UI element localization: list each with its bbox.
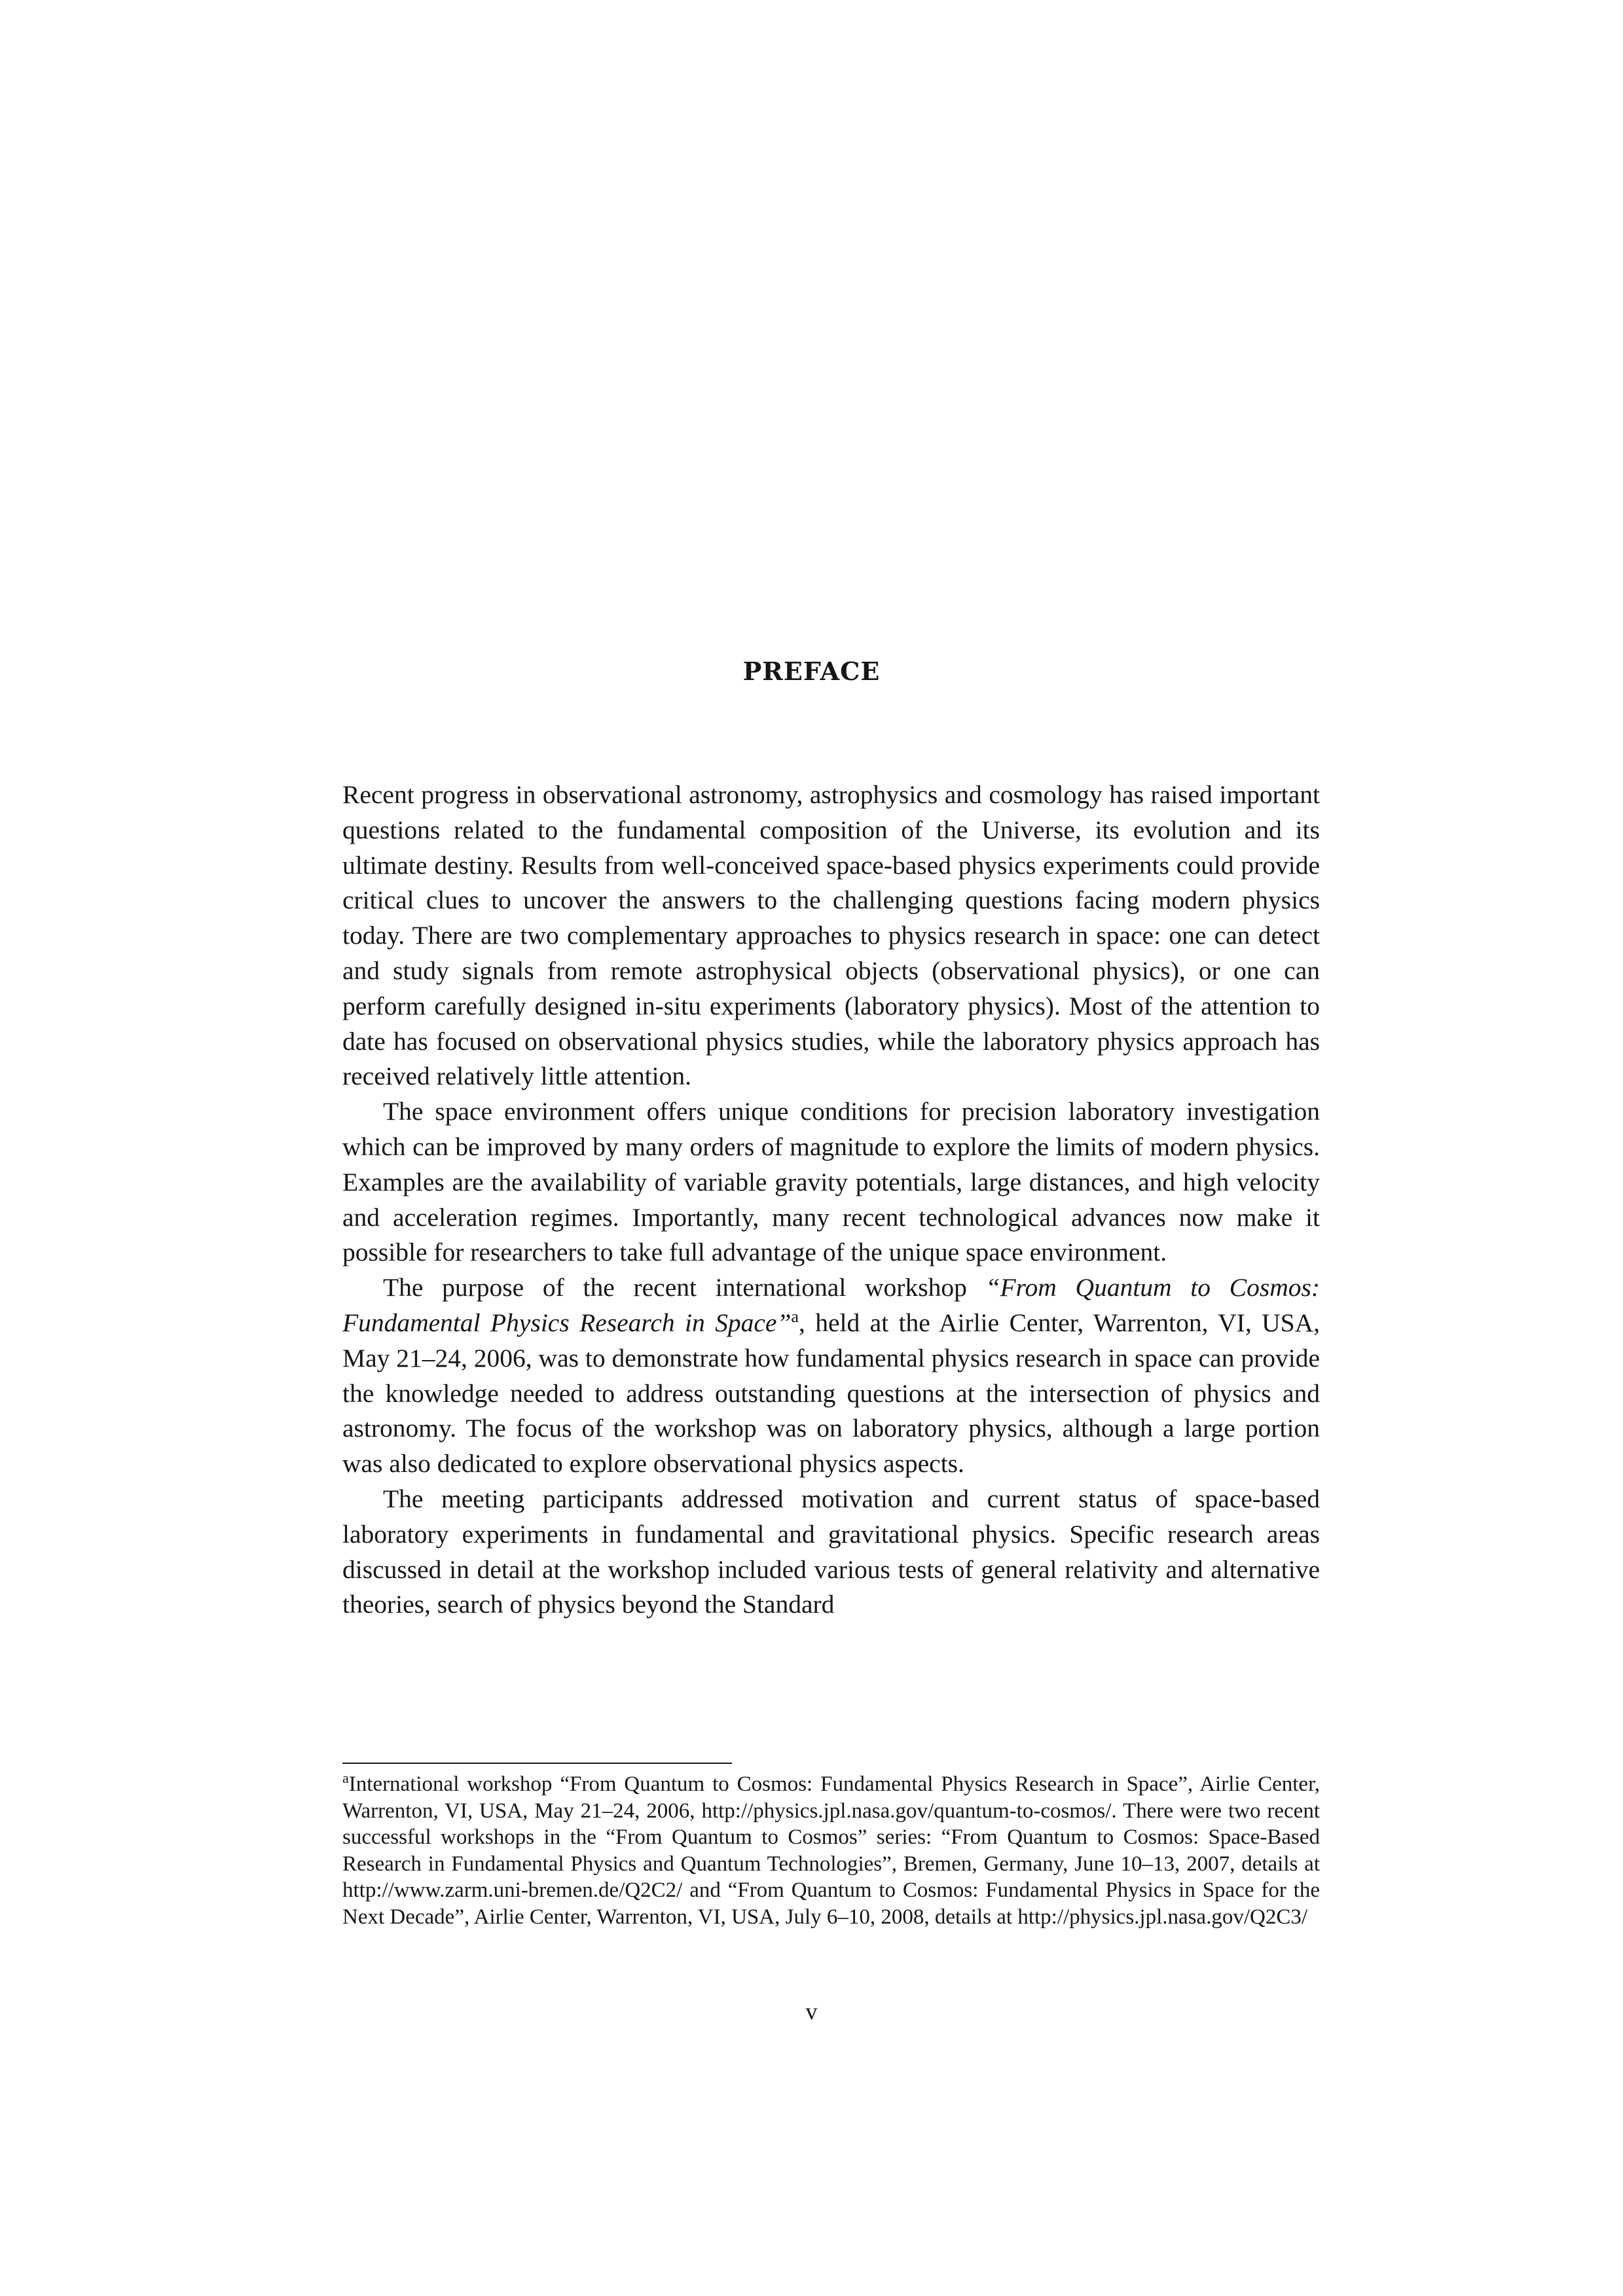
paragraph-3-rest: , held at the Airlie Center, Warrenton, VI, USA, May 21–24, 2006, was to demonstrate how fundamental physics research in space can provide the knowledge needed to address outstanding questions at the intersection of physics and astronomy. The focus of the workshop was on laboratory physics, although a large portion was also dedicated to explore observational physics aspects. xyxy=(342,1308,1320,1479)
footnote-text: International workshop “From Quantum to Cosmos: Fundamental Physics Research in Space”, Airlie Center, Warrenton, VI, USA, May 21–24, 2006, http://physics.jpl.nasa.gov/quantum-to-cosmos/. There were two recent successful workshops in the “From Quantum to Cosmos” series: “From Quantum to Cosmos: Space-Based Research in Fundamental Physics and Quantum Technologies”, Bremen, Germany, June 10–13, 2007, details at http://www.zarm.uni-bremen.de/Q2C2/ and “From Quantum to Cosmos: Fundamental Physics in Space for the Next Decade”, Airlie Center, Warrenton, VI, USA, July 6–10, 2008, details at http://physics.jpl.nasa.gov/Q2C3/ xyxy=(342,1772,1320,1929)
page-title: PREFACE xyxy=(742,656,881,687)
footnote-marker[interactable]: a xyxy=(791,1306,799,1326)
preface-body xyxy=(342,778,1320,1623)
paragraph-4: The meeting participants addressed motivation and current status of space-based laboratory experiments in fundamental and gravitational physics. Specific research areas discussed in detail at the workshop included various tests of general relativity and alternative theories, search of physics beyond the Standard xyxy=(342,1484,1320,1619)
paragraph-3-lead: The purpose of the recent international workshop xyxy=(383,1273,986,1302)
workshop-title: “From Quantum to Cosmos: Fundamental Physics Research in Space” xyxy=(342,1273,1320,1337)
footnote-divider xyxy=(342,1763,732,1764)
page-number: v xyxy=(805,1998,818,2024)
paragraph-3 xyxy=(342,1270,1320,1482)
footnote-label: a xyxy=(342,1770,349,1786)
paragraph-2: The space environment offers unique conditions for precision laboratory investigation which can be improved by many orders of magnitude to explore the limits of modern physics. Examples are the availability of variable gravity potentials, large distances, and high velocity and acceleration regimes. Importantly, many recent technological advances now make it possible for researchers to take full advantage of the unique space environment. xyxy=(342,1097,1320,1267)
paragraph-1: Recent progress in observational astronomy, astrophysics and cosmology has raised important questions related to the fundamental composition of the Universe, its evolution and its ultimate destiny. Results from well-conceived space-based physics experiments could provide critical clues to uncover the answers to the challenging questions facing modern physics today. There are two complementary approaches to physics research in space: one can detect and study signals from remote astrophysical objects (observational physics), or one can perform carefully designed in-situ experiments (laboratory physics). Most of the attention to date has focused on observational physics studies, while the laboratory physics approach has received relatively little attention. xyxy=(342,780,1320,1091)
footnote xyxy=(342,1771,1320,1930)
